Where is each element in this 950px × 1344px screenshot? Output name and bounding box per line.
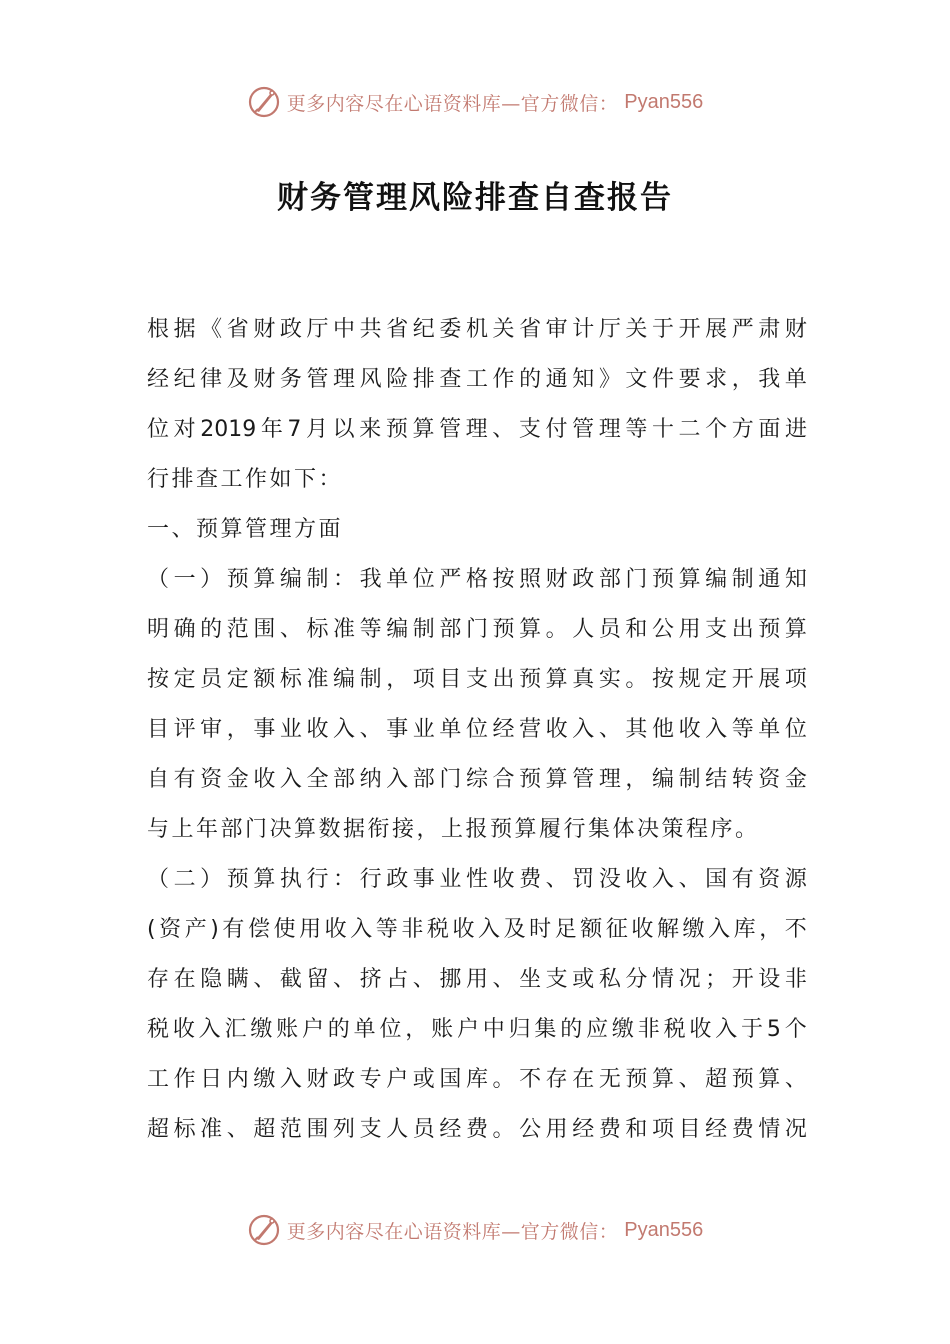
paragraph-line: 超 标 准 、 超 范 围 列 支 人 员 经 费 。 公 用 经 费 和 项 目 经 费 情 况	[147, 1117, 807, 1142]
paragraph-line: 根 据 《 省 财 政 厅 中 共 省 纪 委 机 关 省 审 计 厅 关 于 开 展 严 肃 财	[147, 317, 807, 342]
paragraph-line: 工 作 日 内 缴 入 财 政 专 户 或 国 库 。 不 存 在 无 预 算 、 超 预 算 、	[147, 1067, 807, 1092]
paragraph-line: 自 有 资 金 收 入 全 部 纳 入 部 门 综 合 预 算 管 理 ， 编 制 结 转 资 金	[147, 767, 807, 792]
paragraph-line: 位 对 2019 年 7 月 以 来 预 算 管 理 、 支 付 管 理 等 十 二 个 方 面 进	[147, 417, 807, 442]
document-title: 财务管理风险排查自查报告	[277, 180, 673, 216]
paragraph-line: 目 评 审 ， 事 业 收 入 、 事 业 单 位 经 营 收 入 、 其 他 收 入 等 单 位	[147, 717, 807, 742]
document-body	[147, 305, 807, 1155]
paragraph-line: 税 收 入 汇 缴 账 户 的 单 位 ， 账 户 中 归 集 的 应 缴 非 税 收 入 于 5 个	[147, 1017, 807, 1042]
quill-pen-circle-icon	[247, 85, 281, 119]
banner-wechat-id: Pyan556	[624, 1218, 704, 1241]
footer-banner	[0, 1210, 950, 1250]
paragraph-line: 行排查工作如下：	[147, 467, 344, 492]
paragraph-line: 经 纪 律 及 财 务 管 理 风 险 排 查 工 作 的 通 知 》 文 件 要 求 ， 我 单	[147, 367, 807, 392]
paragraph-line: ( 资 产 ) 有 偿 使 用 收 入 等 非 税 收 入 及 时 足 额 征 收 解 缴 入 库 ， 不	[147, 917, 807, 942]
paragraph-line: （ 一 ） 预 算 编 制 ： 我 单 位 严 格 按 照 财 政 部 门 预 算 编 制 通 知	[147, 567, 807, 592]
quill-pen-circle-icon	[247, 1213, 281, 1247]
paragraph-line: 明 确 的 范 围 、 标 准 等 编 制 部 门 预 算 。 人 员 和 公 用 支 出 预 算	[147, 617, 807, 642]
paragraph-line: 存 在 隐 瞒 、 截 留 、 挤 占 、 挪 用 、 坐 支 或 私 分 情 况 ； 开 设 非	[147, 967, 807, 992]
paragraph-line: （ 二 ） 预 算 执 行 ： 行 政 事 业 性 收 费 、 罚 没 收 入 、 国 有 资 源	[147, 867, 807, 892]
paragraph-line: 一、预算管理方面	[147, 517, 344, 542]
banner-wechat-id: Pyan556	[624, 90, 704, 113]
paragraph-line: 与上年部门决算数据衔接，上报预算履行集体决策程序。	[147, 817, 760, 842]
header-banner	[0, 82, 950, 122]
paragraph-line: 按 定 员 定 额 标 准 编 制 ， 项 目 支 出 预 算 真 实 。 按 规 定 开 展 项	[147, 667, 807, 692]
banner-text: 更多内容尽在心语资料库—官方微信：	[286, 1220, 619, 1243]
banner-text: 更多内容尽在心语资料库—官方微信：	[286, 92, 619, 115]
